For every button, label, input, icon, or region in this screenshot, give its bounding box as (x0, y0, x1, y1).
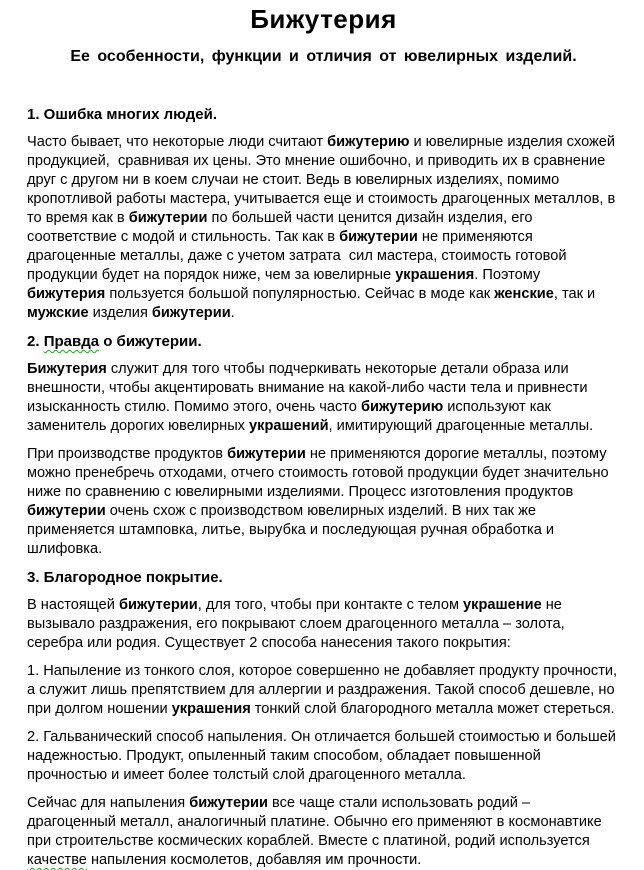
section-heading: 1. Ошибка многих людей. (27, 106, 218, 123)
paragraph: Сейчас для напыления бижутерии все чаще стали использовать родий – драгоценный металл, аналогичный платине. Обычно его применяют в космонавтике при строительстве космических кораблей. Вместе с платиной, родий используется качестве напыления космолетов, добавляя им прочности. (27, 795, 606, 868)
document-title: Бижутерия (250, 4, 397, 34)
paragraph: Бижутерия служит для того чтобы подчеркивать некоторые детали образа или внешности, чтобы акцентировать внимание на какой-либо части тела и привнести изысканность стилю. Помимо этого, очень часто бижутерию используют как заменитель дорогих ювелирных украшений, имитирующий драгоценные металлы. (27, 361, 594, 434)
grammar-check-underline: качестве (27, 852, 87, 868)
paragraph: 1. Напыление из тонкого слоя, которое совершенно не добавляет продукту прочности, а служит лишь препятствием для аллергии и раздражения. Такой способ дешевле, но при долгом ношении украшения тонкий слой благородного металла может стереться. (27, 663, 622, 717)
document-body (27, 105, 620, 870)
document-subtitle: Ее особенности, функции и отличия от ювелирных изделий. (70, 48, 577, 65)
paragraph: При производстве продуктов бижутерии не применяются дорогие металлы, поэтому можно пренебречь отходами, отчего стоимость готовой продукции будет значительно ниже по сравнению с ювелирными изделиями. Процесс изготовления продуктов бижутерии очень схож с производством ювелирных изделий. В них так же применяется штамповка, литье, вырубка и последующая ручная обработка и шлифовка. (27, 446, 613, 557)
paragraph: Часто бывает, что некоторые люди считают бижутерию и ювелирные изделия схожей продукцией, сравнивая их цены. Это мнение ошибочно, и приводить их в сравнение друг с другом ни в коем случаи не стоит. Ведь в ювелирных изделиях, помимо кропотливой работы мастера, учитывается еще и стоимость драгоценных металлов, в то время как в бижутерии по большей части ценится дизайн изделия, его соответствие с модой и стильность. Так как в бижутерии не применяются драгоценные металлы, даже с учетом затрата сил мастера, стоимость готовой продукции будет на порядок ниже, чем за ювелирные украшения. Поэтому бижутерия пользуется большой популярностью. Сейчас в моде как женские, так и мужские изделия бижутерии. (27, 134, 620, 321)
section-heading: 3. Благородное покрытие. (27, 569, 223, 586)
section-heading: 2. Правда о бижутерии. (27, 333, 202, 350)
paragraph: 2. Гальванический способ напыления. Он отличается большей стоимостью и большей надежностью. Продукт, опыленный таким способом, обладает повышенной прочностью и имеет более толстый слой драгоценного металла. (27, 729, 621, 783)
paragraph: В настоящей бижутерии, для того, чтобы при контакте с телом украшение не вызывало раздражения, его покрывают слоем драгоценного металла – золота, серебра или родия. Существует 2 способа нанесения такого покрытия: (27, 597, 569, 651)
grammar-check-underline: Правда (43, 333, 100, 350)
